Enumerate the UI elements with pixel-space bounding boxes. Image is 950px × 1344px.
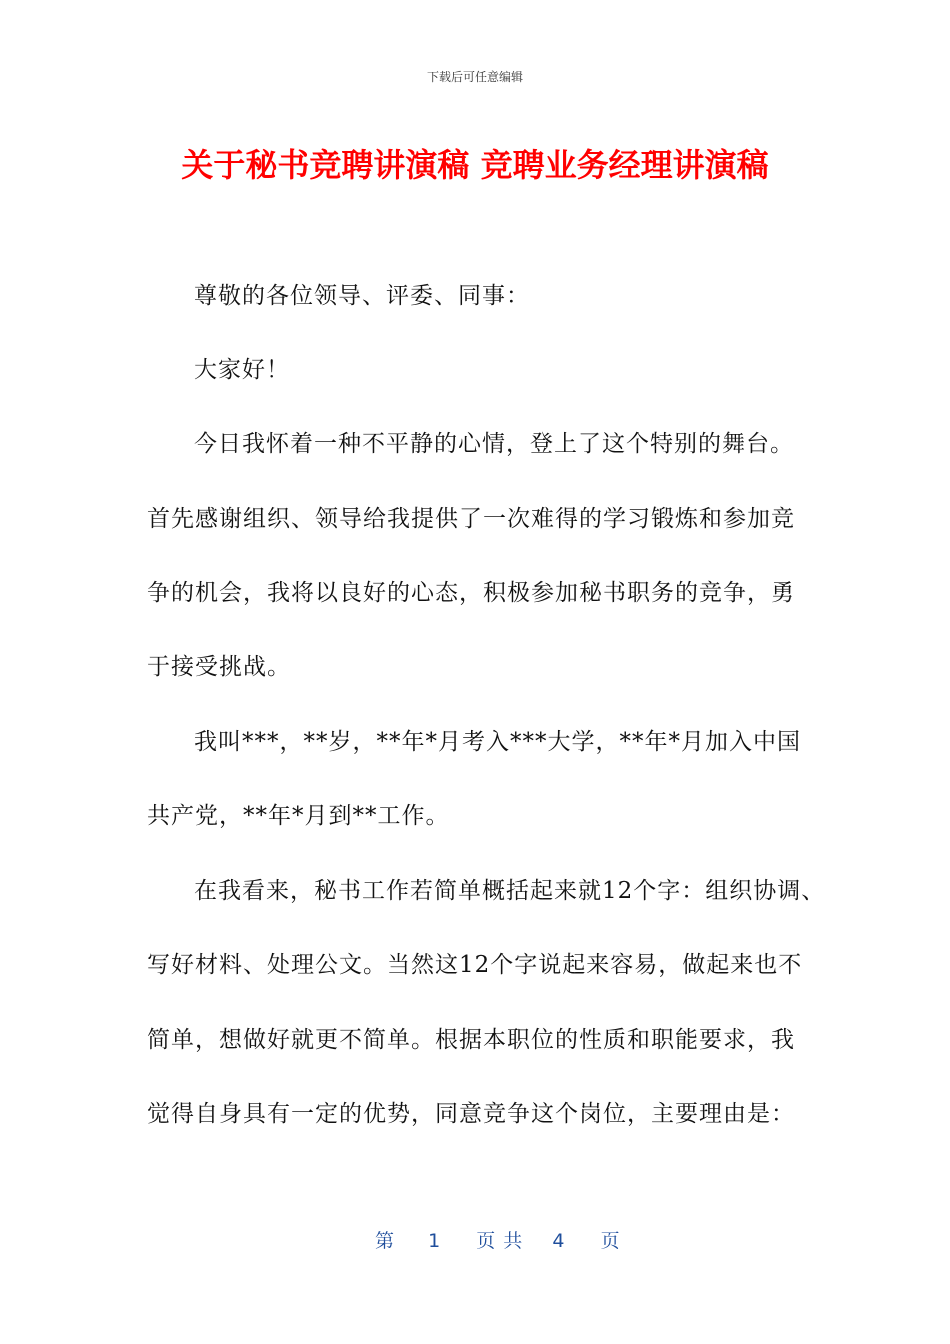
paragraph-line: 写好材料、处理公文。当然这12个字说起来容易，做起来也不 xyxy=(147,952,803,978)
document-title: 关于秘书竞聘讲演稿 竞聘业务经理讲演稿 xyxy=(181,146,769,184)
paragraph-line: 尊敬的各位领导、评委、同事： xyxy=(194,283,530,309)
footer-current-page: 1 xyxy=(428,1230,441,1252)
paragraph-line: 共产党，**年*月到**工作。 xyxy=(147,803,450,829)
page-number-footer xyxy=(375,1226,620,1253)
paragraph-line: 首先感谢组织、领导给我提供了一次难得的学习锻炼和参加竞 xyxy=(147,506,795,532)
footer-page-mid: 页共 xyxy=(476,1230,531,1252)
footer-page-prefix: 第 xyxy=(375,1230,395,1252)
paragraph-line: 于接受挑战。 xyxy=(147,654,291,680)
paragraph-line: 今日我怀着一种不平静的心情，登上了这个特别的舞台。 xyxy=(194,431,794,457)
footer-total-pages: 4 xyxy=(552,1230,565,1252)
paragraph-line: 觉得自身具有一定的优势，同意竞争这个岗位，主要理由是： xyxy=(147,1101,795,1127)
header-note: 下载后可任意编辑 xyxy=(426,70,523,84)
paragraph-line: 争的机会，我将以良好的心态，积极参加秘书职务的竞争，勇 xyxy=(147,580,795,606)
footer-page-suffix: 页 xyxy=(600,1230,620,1252)
paragraph-line: 在我看来，秘书工作若简单概括起来就12个字：组织协调、 xyxy=(194,878,826,904)
paragraph-line: 我叫***，**岁，**年*月考入***大学，**年*月加入中国 xyxy=(194,729,801,755)
paragraph-line: 简单，想做好就更不简单。根据本职位的性质和职能要求，我 xyxy=(147,1027,795,1053)
paragraph-line: 大家好！ xyxy=(194,357,290,383)
